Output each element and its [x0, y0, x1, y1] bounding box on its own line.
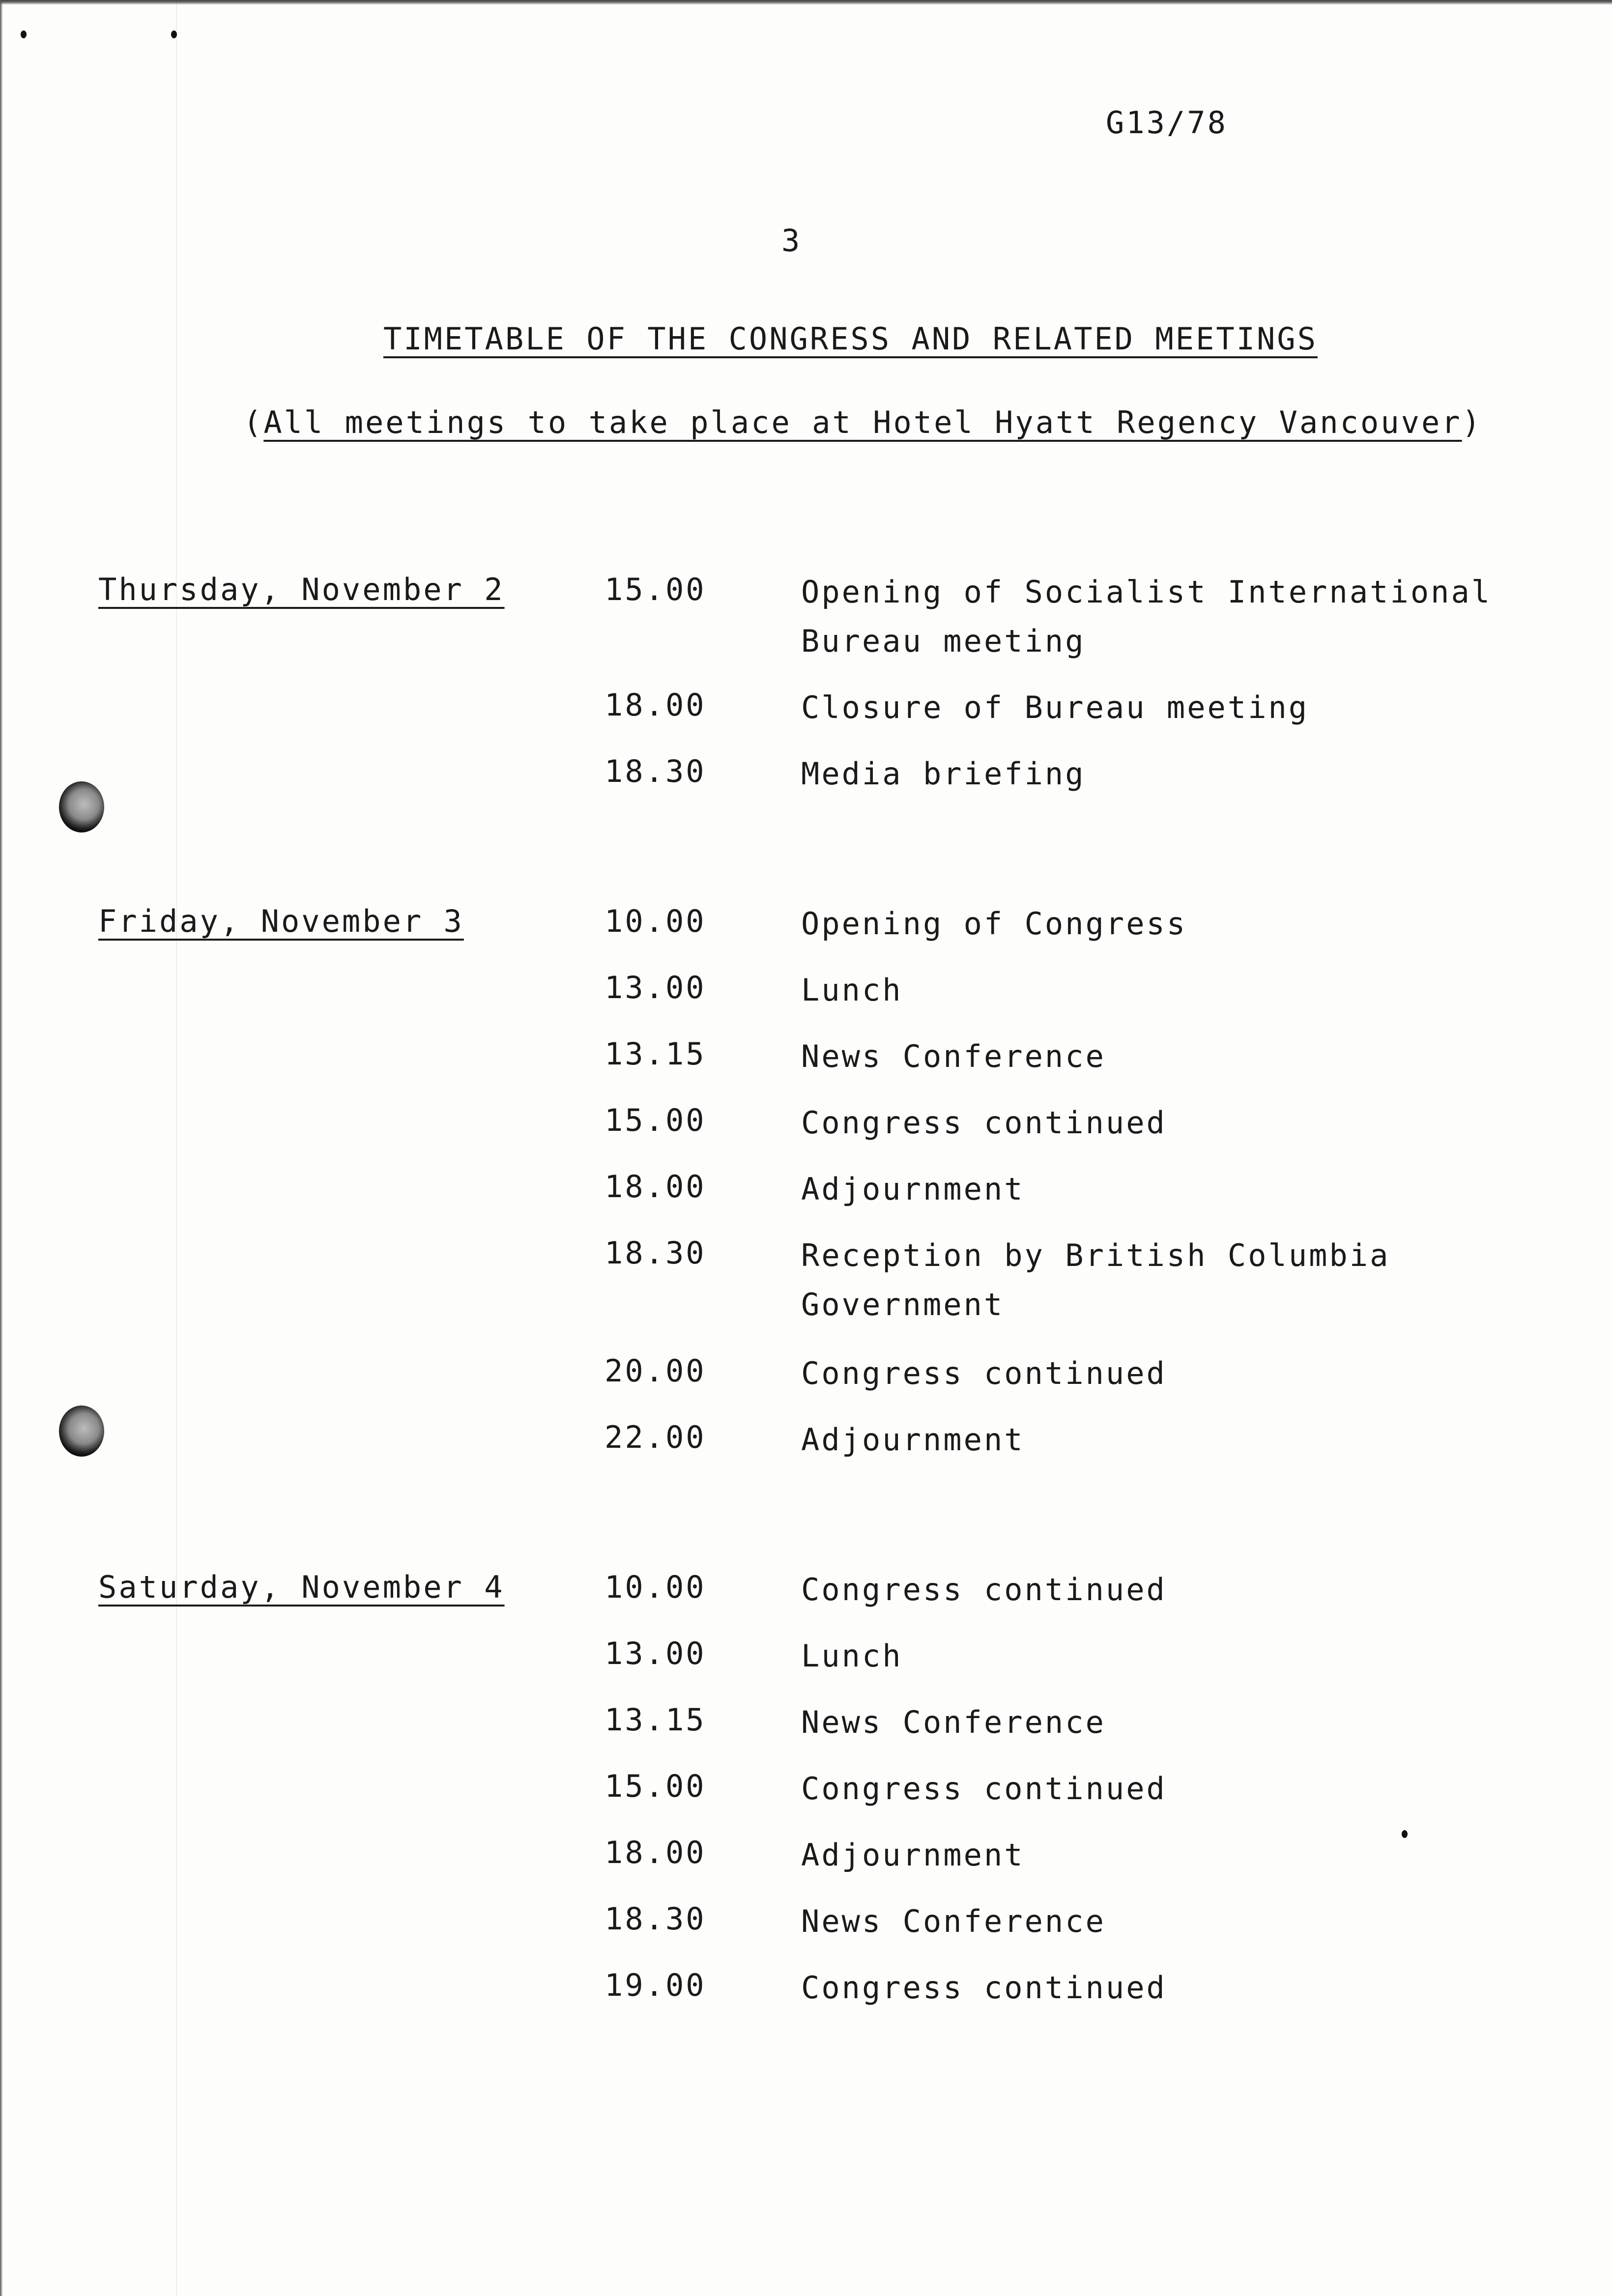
schedule-time: 19.00: [604, 1967, 706, 2003]
document-reference: G13/78: [1106, 105, 1228, 141]
day-heading-thursday: Thursday, November 2: [98, 572, 505, 607]
schedule-event: Adjournment: [801, 1422, 1025, 1458]
schedule-time: 15.00: [604, 572, 706, 607]
schedule-event: Adjournment: [801, 1837, 1025, 1873]
schedule-event: Media briefing: [801, 756, 1086, 792]
schedule-time: 20.00: [604, 1353, 706, 1389]
schedule-event: Congress continued: [801, 1771, 1167, 1807]
ink-speck: [171, 30, 177, 38]
schedule-event: Lunch: [801, 1638, 903, 1674]
schedule-time: 13.00: [604, 1636, 706, 1671]
subtitle-close-paren: ): [1462, 404, 1482, 440]
schedule-event: Closure of Bureau meeting: [801, 689, 1309, 725]
day-heading-friday: Friday, November 3: [98, 903, 464, 939]
schedule-time: 18.00: [604, 687, 706, 723]
schedule-time: 18.30: [604, 1901, 706, 1937]
schedule-event: Congress continued: [801, 1572, 1167, 1607]
subtitle-text: All meetings to take place at Hotel Hyatt Regency Vancouver: [263, 404, 1462, 440]
ink-speck: [1402, 1830, 1408, 1838]
page-top-edge: [0, 0, 1612, 5]
ink-speck: [21, 30, 27, 38]
page-subtitle: [243, 398, 1482, 447]
schedule-event: Lunch: [801, 972, 903, 1008]
punch-hole-icon: [59, 1406, 104, 1457]
schedule-time: 15.00: [604, 1102, 706, 1138]
page-left-edge: [0, 0, 3, 2296]
schedule-event: Opening of Socialist International: [801, 574, 1492, 610]
schedule-event: Reception by British Columbia: [801, 1237, 1390, 1273]
schedule-event-continued: Bureau meeting: [801, 623, 1086, 659]
schedule-time: 13.15: [604, 1036, 706, 1072]
schedule-time: 22.00: [604, 1419, 706, 1455]
schedule-time: 18.00: [604, 1169, 706, 1205]
schedule-event: Congress continued: [801, 1355, 1167, 1391]
page-title: TIMETABLE OF THE CONGRESS AND RELATED MEETINGS: [383, 321, 1318, 357]
schedule-time: 13.00: [604, 970, 706, 1005]
subtitle-open-paren: (: [243, 404, 264, 440]
schedule-time: 18.30: [604, 1235, 706, 1271]
schedule-event: News Conference: [801, 1038, 1106, 1074]
schedule-event: Opening of Congress: [801, 906, 1187, 942]
schedule-event-continued: Government: [801, 1287, 1005, 1322]
schedule-time: 13.15: [604, 1702, 706, 1738]
schedule-event: Congress continued: [801, 1970, 1167, 2006]
punch-hole-icon: [59, 781, 104, 832]
schedule-event: News Conference: [801, 1903, 1106, 1939]
page-number: 3: [781, 223, 802, 258]
schedule-time: 18.30: [604, 753, 706, 789]
schedule-time: 10.00: [604, 903, 706, 939]
schedule-time: 18.00: [604, 1835, 706, 1870]
schedule-time: 10.00: [604, 1569, 706, 1605]
schedule-event: News Conference: [801, 1704, 1106, 1740]
day-heading-saturday: Saturday, November 4: [98, 1569, 505, 1605]
fold-line: [176, 0, 177, 2296]
schedule-time: 15.00: [604, 1768, 706, 1804]
schedule-event: Congress continued: [801, 1105, 1167, 1141]
schedule-event: Adjournment: [801, 1171, 1025, 1207]
